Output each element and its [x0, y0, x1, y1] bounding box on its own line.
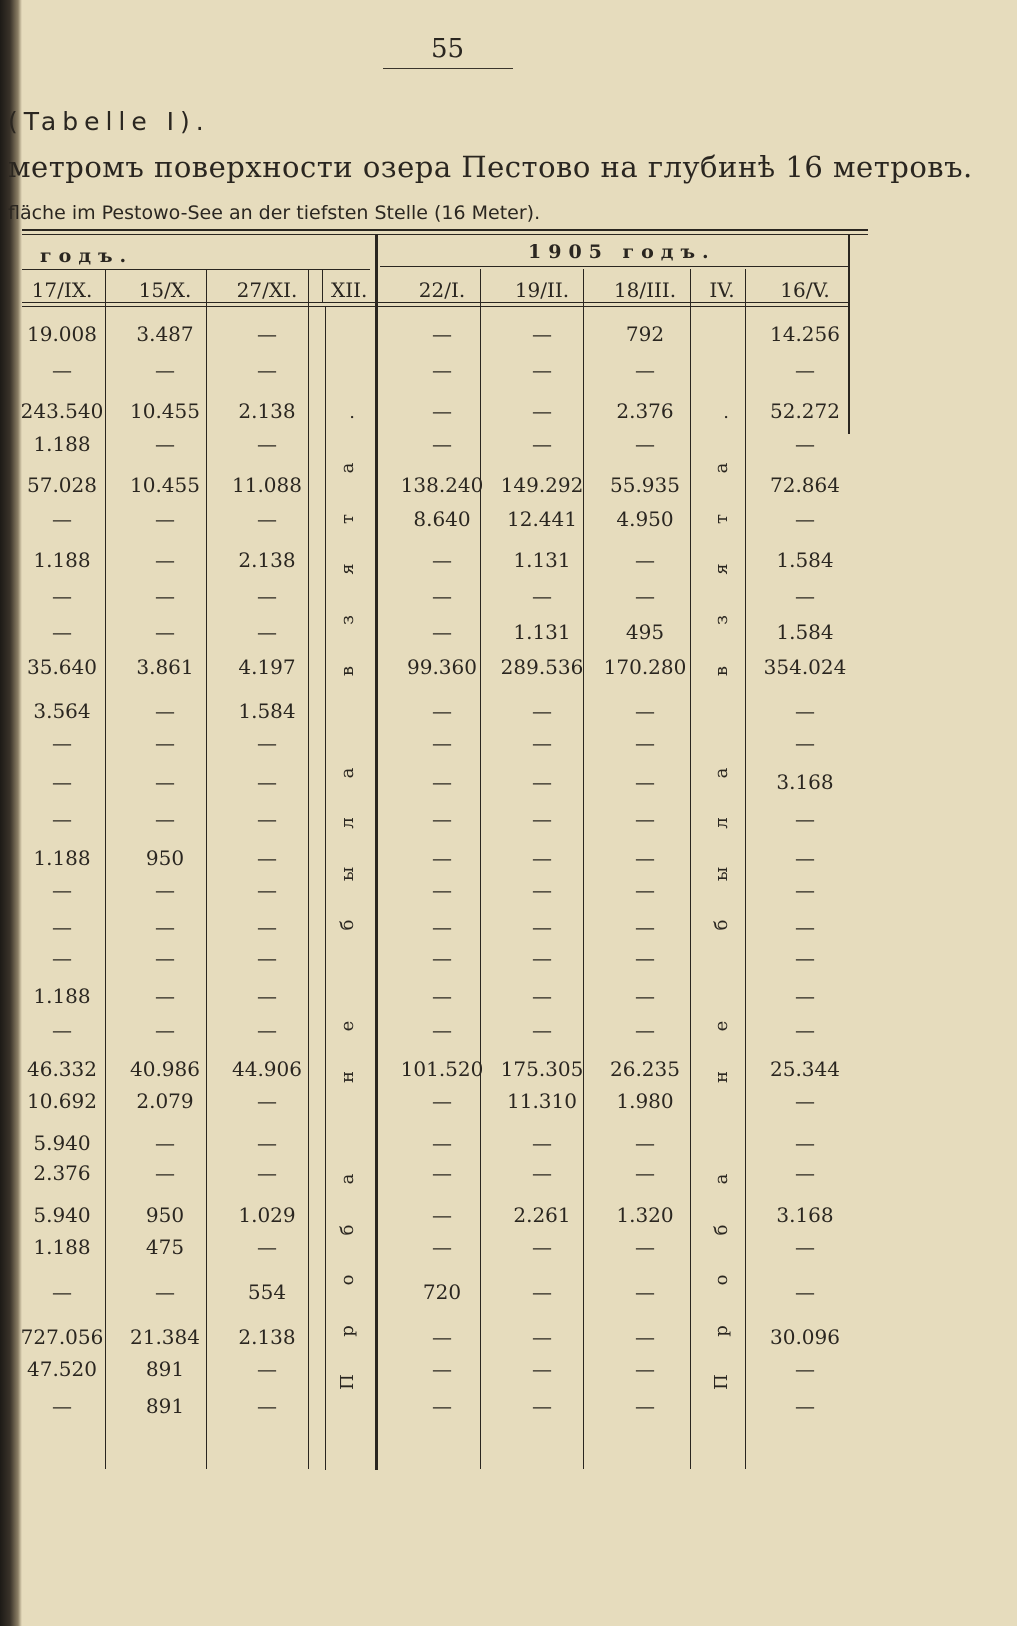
table-cell: 1.131 — [513, 620, 571, 644]
table-cell: — — [635, 946, 655, 970]
table-cell: — — [257, 946, 277, 970]
table-cell: — — [635, 878, 655, 902]
table-cell: — — [155, 358, 175, 382]
table-cell: — — [257, 846, 277, 870]
table-cell: — — [795, 1280, 815, 1304]
table-cell: — — [795, 584, 815, 608]
table-cell: 12.441 — [507, 507, 577, 531]
table-cell: 1.131 — [513, 548, 571, 572]
table-cell: — — [155, 620, 175, 644]
table-cell: 5.940 — [33, 1131, 91, 1155]
vertical-note-letter: л — [337, 817, 358, 830]
table-cell: — — [795, 984, 815, 1008]
table-cell: 950 — [145, 1203, 185, 1227]
table-cell: 101.520 — [400, 1057, 484, 1081]
vertical-note-letter: я — [337, 563, 358, 576]
vertical-note-letter: а — [337, 462, 358, 474]
vertical-note-letter: ы — [337, 866, 358, 882]
table-cell: — — [635, 1018, 655, 1042]
table-cell: 10.455 — [130, 473, 200, 497]
table-cell: 44.906 — [232, 1057, 302, 1081]
table-cell: — — [155, 432, 175, 456]
table-cell: — — [635, 548, 655, 572]
header-bottom-rule — [22, 302, 848, 303]
vertical-note-letter: н — [337, 1071, 358, 1084]
table-cell: 3.168 — [776, 1203, 834, 1227]
table-cell: — — [795, 1131, 815, 1155]
table-cell: 4.950 — [616, 507, 674, 531]
table-cell: — — [532, 699, 552, 723]
table-cell: — — [52, 807, 72, 831]
vertical-note-letter: з — [711, 615, 732, 626]
column-rule — [745, 269, 746, 1469]
table-cell: — — [155, 584, 175, 608]
page-number: 55 — [430, 34, 465, 64]
table-cell: — — [257, 322, 277, 346]
table-cell: 1.188 — [33, 984, 91, 1008]
table-cell: 1.980 — [616, 1089, 674, 1113]
vertical-note-letter: о — [711, 1274, 732, 1286]
table-cell: 47.520 — [27, 1357, 97, 1381]
table-cell: — — [432, 1018, 452, 1042]
table-cell: 2.376 — [616, 399, 674, 423]
table-cell: 2.138 — [238, 548, 296, 572]
table-cell: — — [795, 507, 815, 531]
table-cell: 52.272 — [770, 399, 840, 423]
table-cell: — — [532, 846, 552, 870]
table-cell: — — [257, 878, 277, 902]
table-cell: — — [52, 620, 72, 644]
table-cell: — — [795, 1394, 815, 1418]
table-cell: 2.138 — [238, 399, 296, 423]
table-cell: 10.455 — [130, 399, 200, 423]
table-cell: — — [155, 699, 175, 723]
column-header: 16/V. — [780, 278, 830, 302]
table-cell: — — [257, 1089, 277, 1113]
table-cell: — — [532, 399, 552, 423]
vertical-note-letter: т — [711, 513, 732, 524]
table-cell: — — [635, 846, 655, 870]
table-cell: 21.384 — [130, 1325, 200, 1349]
table-cell: — — [532, 1131, 552, 1155]
table-cell: — — [795, 1089, 815, 1113]
table-cell: — — [635, 770, 655, 794]
vertical-note-letter: . — [337, 414, 358, 420]
table-cell: — — [52, 358, 72, 382]
vertical-note-letter: а — [337, 767, 358, 778]
table-cell: — — [795, 1235, 815, 1259]
table-cell: — — [52, 946, 72, 970]
table-cell: — — [635, 1280, 655, 1304]
table-cell: — — [635, 1235, 655, 1259]
table-cell: — — [795, 915, 815, 939]
column-header: 15/X. — [138, 278, 192, 302]
vertical-note-letter: б — [337, 1224, 358, 1236]
table-cell: 554 — [247, 1280, 287, 1304]
vertical-note-letter: а — [711, 462, 732, 474]
table-cell: — — [432, 1394, 452, 1418]
table-cell: — — [635, 432, 655, 456]
table-cell: — — [635, 1325, 655, 1349]
vertical-note-letter: в — [337, 665, 358, 677]
table-cell: — — [257, 358, 277, 382]
table-cell: 1.188 — [33, 1235, 91, 1259]
vertical-note-letter: П — [711, 1374, 732, 1390]
table-cell: 3.487 — [136, 322, 194, 346]
table-cell: — — [52, 507, 72, 531]
table-cell: 175.305 — [500, 1057, 584, 1081]
table-cell: — — [432, 807, 452, 831]
table-cell: — — [257, 507, 277, 531]
vertical-note-letter: б — [711, 919, 732, 931]
table-cell: 720 — [422, 1280, 462, 1304]
table-cell: — — [532, 1394, 552, 1418]
table-cell: — — [432, 548, 452, 572]
table-cell: — — [635, 699, 655, 723]
table-cell: — — [795, 878, 815, 902]
table-cell: — — [432, 915, 452, 939]
table-cell: 5.940 — [33, 1203, 91, 1227]
table-cell: — — [52, 1280, 72, 1304]
vertical-note-letter: е — [337, 1021, 358, 1032]
table-cell: — — [257, 584, 277, 608]
vertical-note-letter: . — [711, 414, 732, 420]
table-cell: — — [432, 1235, 452, 1259]
table-cell: — — [532, 1018, 552, 1042]
table-cell: — — [635, 358, 655, 382]
table-cell: — — [432, 399, 452, 423]
table-cell: 475 — [145, 1235, 185, 1259]
table-cell: 30.096 — [770, 1325, 840, 1349]
table-cell: — — [155, 1161, 175, 1185]
table-cell: — — [635, 1394, 655, 1418]
table-cell: 891 — [145, 1394, 185, 1418]
year-divider — [375, 234, 378, 1470]
table-cell: 354.024 — [763, 655, 847, 679]
table-cell: 149.292 — [500, 473, 584, 497]
year-left-underline — [22, 269, 370, 270]
vertical-note-letter: ы — [711, 866, 732, 882]
table-cell: 11.310 — [507, 1089, 577, 1113]
table-cell: — — [795, 846, 815, 870]
vertical-note-letter: н — [711, 1071, 732, 1084]
table-cell: — — [257, 731, 277, 755]
table-label: (Tabelle I). — [8, 107, 210, 136]
table-cell: 1.320 — [616, 1203, 674, 1227]
table-cell: 1.584 — [238, 699, 296, 723]
table-cell: 46.332 — [27, 1057, 97, 1081]
table-cell: — — [257, 1235, 277, 1259]
table-cell: — — [532, 1357, 552, 1381]
table-cell: — — [635, 1131, 655, 1155]
table-cell: 138.240 — [400, 473, 484, 497]
header-bottom-rule-2 — [22, 306, 848, 307]
table-cell: — — [155, 1018, 175, 1042]
table-cell: 3.861 — [136, 655, 194, 679]
table-cell: 2.261 — [513, 1203, 571, 1227]
table-cell: — — [795, 432, 815, 456]
table-cell: — — [532, 1235, 552, 1259]
column-header: 27/XI. — [236, 278, 298, 302]
title-russian: метромъ поверхности озера Пестово на глубинѣ 16 метровъ. — [8, 150, 973, 184]
table-cell: — — [532, 358, 552, 382]
table-cell: 3.168 — [776, 770, 834, 794]
vertical-note-letter: а — [337, 1173, 358, 1185]
table-cell: 1.188 — [33, 548, 91, 572]
table-cell: 25.344 — [770, 1057, 840, 1081]
table-cell: 170.280 — [603, 655, 687, 679]
table-cell: 243.540 — [20, 399, 104, 423]
table-cell: — — [432, 878, 452, 902]
vertical-note-letter: П — [337, 1374, 358, 1390]
table-cell: — — [155, 946, 175, 970]
table-cell: — — [795, 699, 815, 723]
table-cell: — — [52, 915, 72, 939]
column-rule — [322, 269, 323, 303]
table-cell: — — [432, 322, 452, 346]
table-cell: — — [432, 699, 452, 723]
table-cell: — — [257, 1131, 277, 1155]
table-cell: 1.584 — [776, 548, 834, 572]
table-cell: — — [432, 984, 452, 1008]
table-cell: — — [432, 620, 452, 644]
table-cell: — — [795, 807, 815, 831]
table-cell: — — [635, 915, 655, 939]
table-cell: — — [257, 915, 277, 939]
vertical-note-letter: р — [711, 1325, 732, 1337]
table-cell: — — [532, 1161, 552, 1185]
table-cell: — — [795, 1018, 815, 1042]
table-cell: — — [155, 731, 175, 755]
table-cell: — — [432, 584, 452, 608]
table-cell: — — [257, 770, 277, 794]
table-cell: — — [635, 731, 655, 755]
table-cell: 4.197 — [238, 655, 296, 679]
table-cell: 14.256 — [770, 322, 840, 346]
table-cell: — — [257, 1357, 277, 1381]
vertical-note-letter: б — [337, 919, 358, 931]
table-cell: — — [155, 984, 175, 1008]
table-cell: — — [432, 1325, 452, 1349]
table-cell: 35.640 — [27, 655, 97, 679]
table-cell: 19.008 — [27, 322, 97, 346]
table-cell: — — [52, 731, 72, 755]
vertical-note-letter: о — [337, 1274, 358, 1286]
table-cell: — — [532, 915, 552, 939]
table-cell: — — [532, 770, 552, 794]
table-cell: — — [257, 1394, 277, 1418]
table-cell: 2.376 — [33, 1161, 91, 1185]
table-cell: — — [635, 584, 655, 608]
table-cell: — — [52, 770, 72, 794]
table-cell: 10.692 — [27, 1089, 97, 1113]
table-cell: — — [635, 1357, 655, 1381]
column-header: 19/II. — [514, 278, 570, 302]
table-cell: — — [795, 1161, 815, 1185]
vertical-note-letter: а — [711, 767, 732, 778]
table-cell: 11.088 — [232, 473, 302, 497]
table-cell: — — [532, 584, 552, 608]
table-cell: — — [532, 322, 552, 346]
table-cell: — — [635, 1161, 655, 1185]
table-cell: — — [155, 1280, 175, 1304]
table-cell: — — [155, 878, 175, 902]
vertical-note-letter: р — [337, 1325, 358, 1337]
table-cell: — — [795, 946, 815, 970]
table-cell: — — [52, 584, 72, 608]
vertical-note-letter: б — [711, 1224, 732, 1236]
table-cell: — — [635, 807, 655, 831]
table-cell: — — [795, 731, 815, 755]
table-cell: — — [432, 846, 452, 870]
year-header-left: годъ. — [40, 245, 134, 267]
table-cell: 2.079 — [136, 1089, 194, 1113]
vertical-note-letter: е — [711, 1021, 732, 1032]
column-header: 18/III. — [613, 278, 677, 302]
table-cell: — — [635, 984, 655, 1008]
table-top-rule-thin — [22, 234, 868, 235]
table-cell: — — [155, 915, 175, 939]
table-cell: 495 — [625, 620, 665, 644]
table-cell: — — [155, 1131, 175, 1155]
table-cell: 792 — [625, 322, 665, 346]
vertical-note-letter: т — [337, 513, 358, 524]
table-cell: — — [257, 1161, 277, 1185]
table-cell: — — [257, 620, 277, 644]
year-right-underline — [380, 266, 848, 267]
table-cell: — — [532, 984, 552, 1008]
table-cell: — — [532, 432, 552, 456]
table-cell: — — [532, 731, 552, 755]
table-cell: — — [532, 1280, 552, 1304]
table-cell: 72.864 — [770, 473, 840, 497]
table-cell: — — [432, 432, 452, 456]
table-cell: — — [257, 432, 277, 456]
table-cell: 8.640 — [413, 507, 471, 531]
table-cell: 26.235 — [610, 1057, 680, 1081]
table-cell: — — [532, 807, 552, 831]
table-cell: — — [432, 358, 452, 382]
table-cell: 1.188 — [33, 432, 91, 456]
table-cell: 40.986 — [130, 1057, 200, 1081]
page-number-rule — [383, 68, 513, 69]
table-cell: — — [532, 1325, 552, 1349]
table-cell: — — [432, 1357, 452, 1381]
table-cell: — — [432, 770, 452, 794]
vertical-note-letter: в — [711, 665, 732, 677]
table-cell: — — [432, 1089, 452, 1113]
table-cell: 57.028 — [27, 473, 97, 497]
table-cell: — — [257, 807, 277, 831]
table-cell: — — [155, 548, 175, 572]
table-top-rule — [22, 229, 868, 231]
table-cell: 891 — [145, 1357, 185, 1381]
table-cell: — — [257, 1018, 277, 1042]
table-cell: — — [795, 1357, 815, 1381]
table-cell: — — [52, 1394, 72, 1418]
title-german: fläche im Pestowo-See an der tiefsten Stelle (16 Meter). — [8, 202, 541, 224]
column-header: IV. — [709, 278, 735, 302]
table-cell: — — [52, 878, 72, 902]
table-cell: — — [795, 358, 815, 382]
table-cell: — — [432, 1131, 452, 1155]
table-cell: 99.360 — [407, 655, 477, 679]
table-cell: — — [532, 878, 552, 902]
vertical-note-letter: а — [711, 1173, 732, 1185]
table-cell: 289.536 — [500, 655, 584, 679]
column-rule — [325, 306, 326, 1470]
table-cell: — — [432, 731, 452, 755]
table-cell: — — [52, 1018, 72, 1042]
column-header: XII. — [331, 278, 368, 302]
table-cell: 55.935 — [610, 473, 680, 497]
table-cell: — — [155, 807, 175, 831]
column-header: 22/I. — [418, 278, 466, 302]
table-cell: 1.029 — [238, 1203, 296, 1227]
table-cell: 1.188 — [33, 846, 91, 870]
table-cell: — — [532, 946, 552, 970]
table-cell: 1.584 — [776, 620, 834, 644]
table-cell: 950 — [145, 846, 185, 870]
table-cell: 3.564 — [33, 699, 91, 723]
table-cell: 727.056 — [20, 1325, 104, 1349]
table-cell: — — [432, 1161, 452, 1185]
vertical-note-letter: з — [337, 615, 358, 626]
table-cell: — — [432, 1203, 452, 1227]
table-cell: 2.138 — [238, 1325, 296, 1349]
vertical-note-letter: л — [711, 817, 732, 830]
column-header: 17/IX. — [31, 278, 93, 302]
vertical-note-letter: я — [711, 563, 732, 576]
table-cell: — — [155, 770, 175, 794]
table-cell: — — [155, 507, 175, 531]
table-cell: — — [257, 984, 277, 1008]
year-header-right: 1905 годъ. — [528, 241, 716, 263]
table-cell: — — [432, 946, 452, 970]
